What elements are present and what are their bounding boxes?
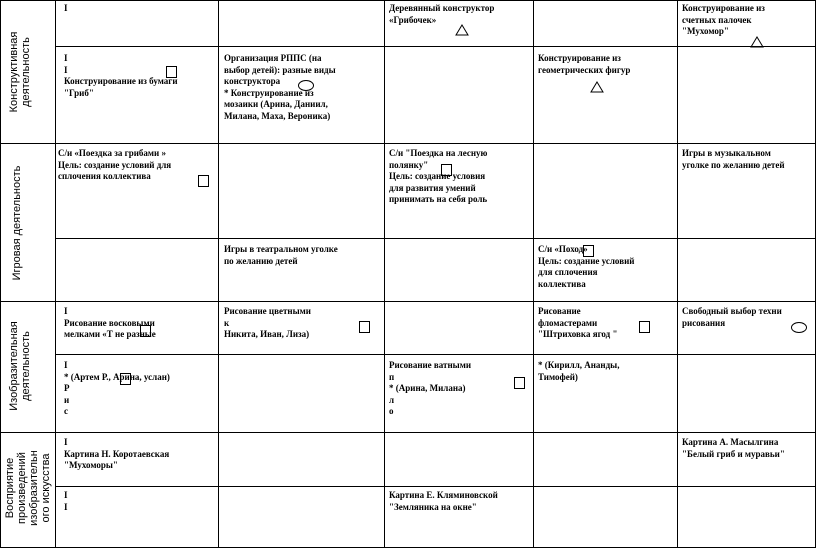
cell-text-line: I — [64, 490, 68, 500]
cell-text-line: Цель: создание условий для — [58, 159, 172, 170]
circle-icon — [298, 80, 314, 91]
cell-text-line: Картина Н. Коротаевская — [64, 448, 170, 459]
cell-text-line: Рисование ватными — [389, 360, 472, 370]
cell-text-line: и — [64, 394, 70, 405]
category-label-line: Восприятие — [4, 457, 16, 519]
cell-text-line: I — [64, 64, 68, 75]
triangle-icon — [750, 36, 764, 48]
category-label-line: произведений — [16, 452, 28, 524]
cell-text-line: Картина Е. Кляминовской — [389, 490, 498, 500]
table-border — [0, 0, 816, 1]
cell-game-2-2 — [224, 244, 382, 267]
cell-perception-1-5 — [682, 437, 816, 460]
cell-perception-1-1 — [64, 437, 218, 472]
row-divider — [55, 486, 816, 487]
triangle-icon — [455, 24, 469, 36]
cell-text-line: принимать на себя роль — [389, 194, 488, 205]
cell-text-line: Рисование цветными — [224, 306, 311, 316]
section-divider — [0, 143, 816, 144]
cell-construct-2-1 — [64, 53, 218, 99]
cell-text-line: рисования — [682, 317, 726, 328]
cell-text-line: с — [64, 406, 68, 417]
cell-text-line: полянку" — [389, 159, 429, 170]
cell-text-line: геометрических фигур — [538, 64, 631, 75]
cell-text-line: "Мухоморы" — [64, 460, 118, 471]
cell-game-2-4 — [538, 244, 676, 290]
cell-visual-1-4 — [538, 306, 676, 341]
cell-text-line: Тимофей) — [538, 371, 578, 382]
cell-visual-2-3 — [389, 360, 531, 430]
cell-text-line: о — [389, 406, 394, 417]
category-label-line: Конструктивная — [8, 31, 20, 113]
square-icon — [639, 321, 650, 333]
column-divider — [533, 0, 534, 548]
triangle-icon — [590, 81, 604, 93]
table-border — [0, 0, 1, 548]
cell-text-line: Конструирование из бумаги — [64, 76, 178, 87]
cell-visual-2-1 — [64, 360, 218, 430]
cell-text-line: Картина А. Масылгина — [682, 437, 779, 447]
column-divider — [55, 0, 56, 548]
category-label-line: изобразительн — [28, 450, 40, 526]
category-label-line: деятельность — [20, 331, 32, 401]
square-icon — [166, 66, 177, 78]
cell-construct-2-4 — [538, 53, 676, 76]
cell-text-line: по желанию детей — [224, 255, 298, 266]
cell-text-line: для развития умений — [389, 182, 476, 193]
cell-construct-1-3 — [389, 3, 529, 26]
square-icon — [120, 373, 131, 385]
cell-text-line: I — [64, 437, 68, 447]
cell-text-line: I — [64, 360, 68, 370]
square-icon — [198, 175, 209, 187]
cell-perception-2-3 — [389, 490, 531, 513]
cell-text-line: "Земляника на окне" — [389, 501, 477, 512]
row-divider — [55, 46, 816, 47]
category-label-line: Игровая деятельность — [11, 165, 23, 281]
row-divider — [55, 354, 816, 355]
cell-text-line: Никита, Иван, Лиза) — [224, 329, 310, 340]
cell-text-line: * (Арина, Милана) — [389, 383, 466, 394]
category-label-line: деятельность — [20, 37, 32, 107]
cell-text-line: Милана, Маха, Вероника) — [224, 110, 331, 121]
cell-text-line: * (Артем Р., Арина, услан) — [64, 371, 170, 382]
cell-text-line: «Грибочек» — [389, 14, 437, 25]
cell-text-line: "Штриховка ягод " — [538, 329, 618, 340]
cell-text-line: Конструирование из — [538, 53, 621, 63]
column-divider — [384, 0, 385, 548]
cell-text-line: I — [64, 53, 68, 63]
row-divider — [55, 238, 816, 239]
cell-text-line: I — [64, 501, 68, 512]
section-divider — [0, 432, 816, 433]
cell-text-line: Организация РППС (на — [224, 53, 322, 63]
cell-text-line: фломастерами — [538, 317, 598, 328]
cell-text-line: Деревянный конструктор — [389, 3, 495, 13]
cell-perception-2-1 — [64, 490, 218, 513]
cell-text-line: I — [64, 3, 68, 13]
cell-text-line: "Белый гриб и муравьи" — [682, 448, 785, 459]
cell-visual-2-4 — [538, 360, 676, 383]
cell-text-line: * Конструирование из — [224, 87, 314, 98]
cell-text-line: выбор детей): разные виды — [224, 64, 336, 75]
cell-text-line: п — [389, 371, 395, 382]
cell-text-line: С/и «Поход» — [538, 244, 588, 254]
cell-text-line: Цель: создание условия — [389, 171, 486, 182]
cell-text-line: Цель: создание условий — [538, 255, 635, 266]
cell-text-line: * (Кирилл, Ананды, — [538, 360, 620, 370]
cell-text-line: Свободный выбор техни — [682, 306, 782, 316]
cell-construct-1-1 — [64, 3, 214, 15]
cell-text-line: для сплочения — [538, 267, 598, 278]
cell-text-line: Рисование восковыми — [64, 317, 155, 328]
category-label-line: ого искусства — [40, 453, 52, 523]
cell-text-line: Игры в музыкальном — [682, 148, 771, 158]
cell-game-1-1 — [58, 148, 216, 183]
category-label-line: Изобразительная — [8, 321, 20, 411]
cell-text-line: Конструирование из — [682, 3, 765, 13]
cell-construct-1-5 — [682, 3, 814, 38]
column-divider — [677, 0, 678, 548]
cell-text-line: "Мухомор" — [682, 26, 729, 37]
circle-icon — [791, 322, 807, 333]
square-icon — [514, 377, 525, 389]
square-icon — [140, 325, 151, 337]
square-icon — [583, 245, 594, 257]
cell-text-line: Игры в театральном уголке — [224, 244, 338, 254]
cell-text-line: к — [224, 317, 230, 328]
cell-text-line: конструктора — [224, 76, 281, 87]
cell-text-line: мозаики (Арина, Даниил, — [224, 99, 328, 110]
cell-text-line: л — [389, 394, 395, 405]
cell-game-1-5 — [682, 148, 816, 171]
square-icon — [359, 321, 370, 333]
cell-text-line: счетных палочек — [682, 14, 752, 25]
square-icon — [441, 164, 452, 176]
cell-text-line: уголке по желанию детей — [682, 159, 785, 170]
cell-text-line: С/и «Поездка за грибами » — [58, 148, 166, 158]
cell-text-line: коллектива — [538, 278, 586, 289]
cell-text-line: "Гриб" — [64, 87, 94, 98]
section-divider — [0, 301, 816, 302]
cell-text-line: Рисование — [538, 306, 581, 316]
column-divider — [218, 0, 219, 548]
cell-text-line: Р — [64, 383, 70, 394]
cell-text-line: С/и "Поездка на лесную — [389, 148, 488, 158]
cell-text-line: I — [64, 306, 68, 316]
cell-game-1-3 — [389, 148, 531, 206]
cell-text-line: мелками «Т не разные — [64, 329, 156, 340]
cell-text-line: сплочения коллектива — [58, 171, 151, 182]
